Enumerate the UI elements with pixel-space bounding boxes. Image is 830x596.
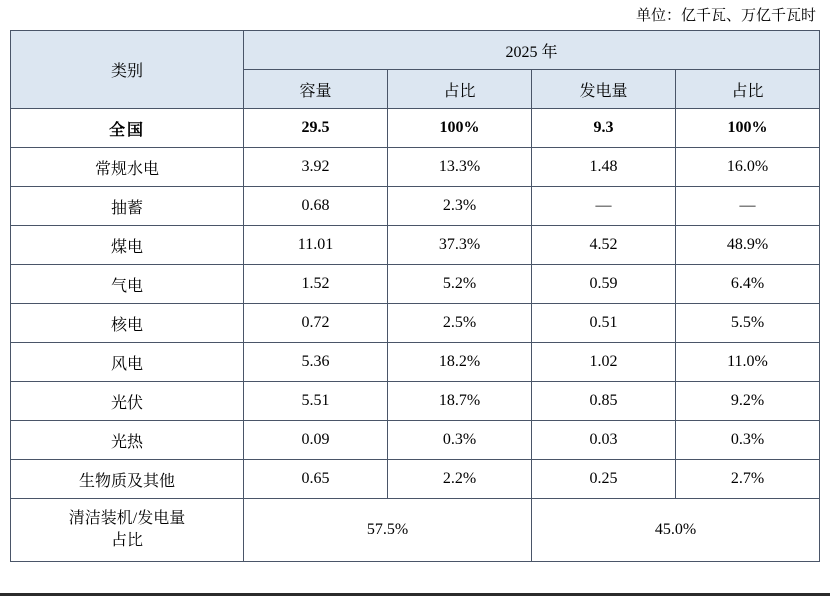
cell-capacity: 29.5	[244, 109, 388, 148]
row-label-clean-share-line1: 清洁装机/发电量	[68, 510, 186, 527]
cell-capacity: 3.92	[244, 148, 388, 187]
cell-generation-share: 48.9%	[676, 226, 820, 265]
table-row	[11, 460, 820, 499]
cell-generation: 0.59	[532, 265, 676, 304]
cell-capacity: 0.72	[244, 304, 388, 343]
cell-generation: 0.85	[532, 382, 676, 421]
cell-capacity-share: 2.2%	[388, 460, 532, 499]
column-header-year: 2025 年	[244, 31, 820, 70]
cell-generation: 1.48	[532, 148, 676, 187]
cell-capacity: 11.01	[244, 226, 388, 265]
cell-capacity-share: 2.5%	[388, 304, 532, 343]
table-row	[11, 382, 820, 421]
cell-clean-capacity-share: 57.5%	[244, 499, 532, 562]
table-row	[11, 109, 820, 148]
cell-capacity-share: 13.3%	[388, 148, 532, 187]
cell-generation-share: 5.5%	[676, 304, 820, 343]
cell-generation-share: 2.7%	[676, 460, 820, 499]
table-header	[11, 31, 820, 109]
row-label: 全国	[11, 109, 244, 148]
cell-generation: 4.52	[532, 226, 676, 265]
row-label: 光伏	[11, 382, 244, 421]
table-body	[11, 109, 820, 562]
cell-generation-share: 6.4%	[676, 265, 820, 304]
cell-clean-generation-share: 45.0%	[532, 499, 820, 562]
cell-capacity-share: 0.3%	[388, 421, 532, 460]
table-row	[11, 421, 820, 460]
table-row	[11, 148, 820, 187]
row-label: 生物质及其他	[11, 460, 244, 499]
table-row	[11, 187, 820, 226]
column-header-generation-share: 占比	[676, 70, 820, 109]
cell-capacity-share: 5.2%	[388, 265, 532, 304]
column-header-capacity: 容量	[244, 70, 388, 109]
cell-generation: 0.51	[532, 304, 676, 343]
cell-capacity: 5.36	[244, 343, 388, 382]
table-row	[11, 304, 820, 343]
cell-generation-share: 11.0%	[676, 343, 820, 382]
cell-capacity-share: 37.3%	[388, 226, 532, 265]
table-header-row-1	[11, 31, 820, 70]
column-header-category: 类别	[11, 31, 244, 109]
cell-capacity: 0.65	[244, 460, 388, 499]
row-label: 抽蓄	[11, 187, 244, 226]
power-capacity-table	[10, 30, 820, 562]
table-row	[11, 226, 820, 265]
cell-capacity: 5.51	[244, 382, 388, 421]
cell-generation-share: 16.0%	[676, 148, 820, 187]
row-label: 风电	[11, 343, 244, 382]
row-label: 核电	[11, 304, 244, 343]
cell-generation-share: 100%	[676, 109, 820, 148]
column-header-generation: 发电量	[532, 70, 676, 109]
cell-capacity: 0.68	[244, 187, 388, 226]
row-label: 煤电	[11, 226, 244, 265]
row-label: 常规水电	[11, 148, 244, 187]
column-header-capacity-share: 占比	[388, 70, 532, 109]
cell-generation: 1.02	[532, 343, 676, 382]
cell-generation: 0.03	[532, 421, 676, 460]
cell-capacity-share: 100%	[388, 109, 532, 148]
row-label: 光热	[11, 421, 244, 460]
cell-capacity: 1.52	[244, 265, 388, 304]
cell-capacity-share: 2.3%	[388, 187, 532, 226]
cell-generation: 0.25	[532, 460, 676, 499]
cell-capacity-share: 18.2%	[388, 343, 532, 382]
cell-capacity: 0.09	[244, 421, 388, 460]
table-row-clean-share	[11, 499, 820, 562]
cell-generation-share: —	[676, 187, 820, 226]
unit-note: 单位：亿千瓦、万亿千瓦时	[635, 8, 816, 24]
cell-generation-share: 0.3%	[676, 421, 820, 460]
table-row	[11, 265, 820, 304]
row-label-clean-share-line2: 占比	[110, 532, 143, 549]
row-label-clean-share	[11, 499, 244, 562]
cell-generation-share: 9.2%	[676, 382, 820, 421]
cell-generation: 9.3	[532, 109, 676, 148]
cell-generation: —	[532, 187, 676, 226]
cell-capacity-share: 18.7%	[388, 382, 532, 421]
table-row	[11, 343, 820, 382]
row-label: 气电	[11, 265, 244, 304]
